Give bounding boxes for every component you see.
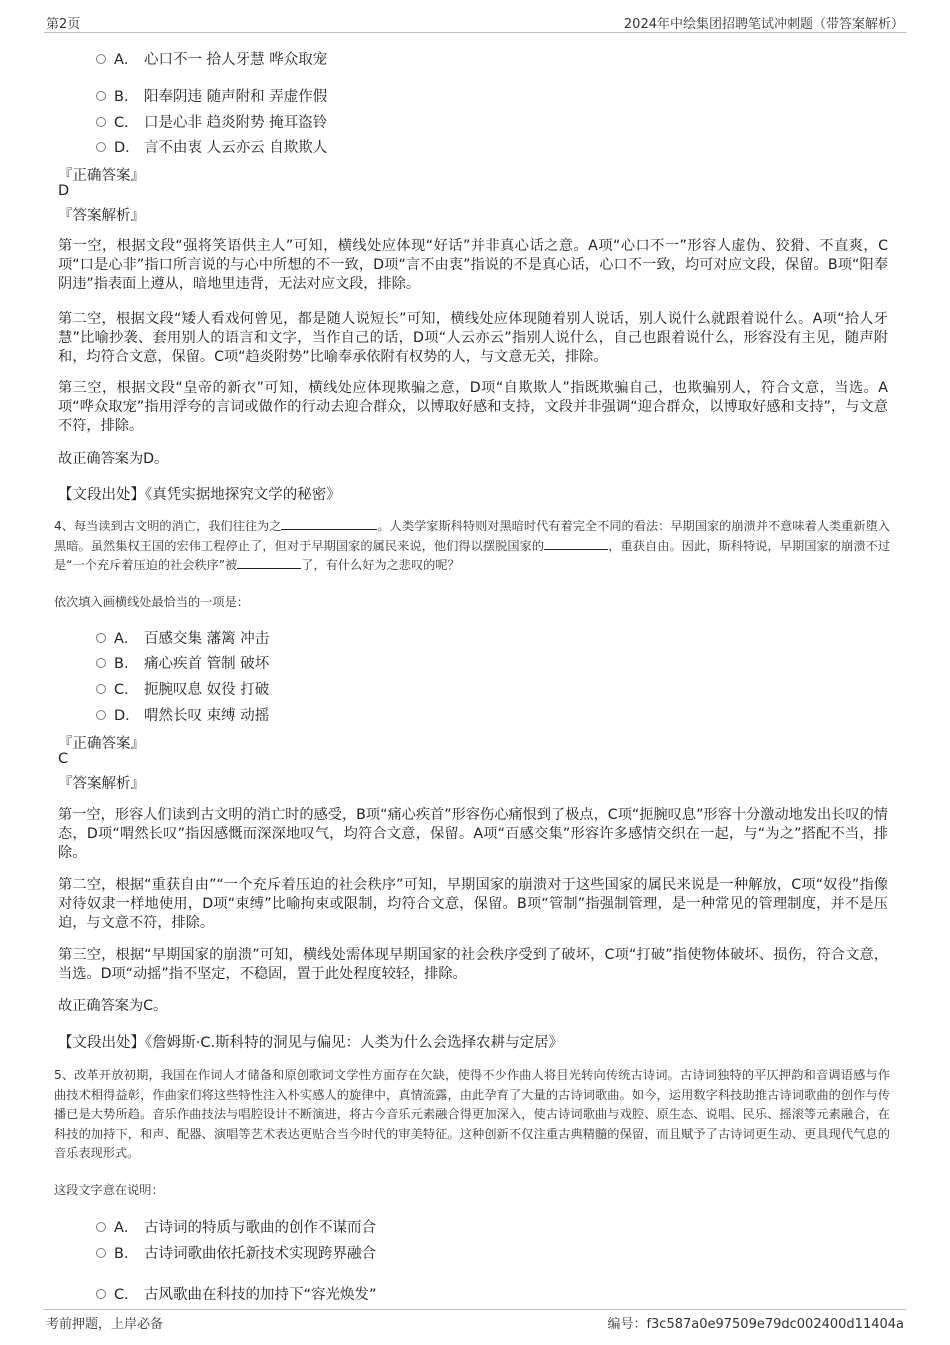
blank-line (544, 537, 608, 550)
analysis-paragraph: 第三空，根据“早期国家的崩溃”可知，横线处需体现早期国家的社会秩序受到了破坏，C项“打破”指使物体破坏、损伤，符合文意，当选。D项“动摇”指不坚定，不稳固，置于此处程度较轻，排除。 (58, 947, 888, 982)
page-number: 第2页 (46, 17, 81, 32)
radio-icon[interactable] (96, 1248, 106, 1258)
document-code: 编号：f3c587a0e97509e79dc002400d11404a (607, 1317, 904, 1332)
question-prompt: 依次填入画横线处最恰当的一项是： (54, 595, 249, 609)
source-title: 《詹姆斯·C.斯科特的洞见与偏见：人类为什么会选择农耕与定居》 (145, 1035, 564, 1051)
source-title: 《真凭实据地探究文学的秘密》 (145, 487, 341, 503)
blank-line (237, 556, 301, 569)
question-stem: 5、改革开放初期，我国在作词人才储备和原创歌词文学性方面存在欠缺，使得不少作曲人将目光转向传统古诗词。古诗词独特的平仄押韵和音调语感与作曲技术相得益彰，作曲家们将这些特性注入朴实感人的旋律中，真情流露，由此孕育了大量的古诗词歌曲。如今，运用数字科技助推古诗词歌曲的创作与传播已是大势所趋。音乐作曲技法与唱腔设计不断演进，将古今音乐元素融合得更加深入，使古诗词歌曲与戏腔、原生态、说唱、民乐、摇滚等元素融合，在科技的加持下，和声、配器、演唱等艺术表达更贴合当今时代的审美特征。这种创新不仅注重古典精髓的保留，而且赋予了古诗词更生动、更具现代气息的音乐表现形式。 (54, 1068, 890, 1160)
document-title: 2024年中绘集团招聘笔试冲刺题（带答案解析） (623, 17, 904, 32)
q4-option-d[interactable]: D． 喟然长叹 束缚 动摇 (96, 704, 269, 724)
analysis-conclusion: 故正确答案为D。 (58, 451, 169, 467)
q5-option-c[interactable]: C． 古风歌曲在科技的加持下“容光焕发” (96, 1283, 377, 1303)
radio-icon[interactable] (96, 1222, 106, 1232)
source-label: 【文段出处】 (58, 487, 145, 503)
q4-option-c[interactable]: C． 扼腕叹息 奴役 打破 (96, 678, 269, 698)
q4-option-b[interactable]: B． 痛心疾首 管制 破坏 (96, 652, 269, 672)
radio-icon[interactable] (96, 117, 106, 127)
analysis-label: 『答案解析』 (58, 776, 145, 792)
footer-divider (44, 1309, 906, 1310)
q3-option-c[interactable]: C． 口是心非 趋炎附势 掩耳盗铃 (96, 111, 327, 131)
q3-option-a[interactable]: A． 心口不一 拾人牙慧 哗众取宠 (96, 48, 327, 68)
question-prompt: 这段文字意在说明： (54, 1183, 164, 1197)
analysis-paragraph: 第二空，根据文段“矮人看戏何曾见，都是随人说短长”可知，横线处应体现随着别人说话，别人说什么就跟着说什么。A项“拾人牙慧”比喻抄袭、套用别人的语言和文字，当作自己的话，D项“人云亦云”指别人说什么，自己也跟着说什么，形容没有主见，随声附和，均符合文意，保留。C项“趋炎附势”比喻奉承依附有权势的人，与文意无关，排除。 (58, 311, 888, 365)
q5-option-b[interactable]: B． 古诗词歌曲依托新技术实现跨界融合 (96, 1242, 376, 1262)
q5-option-a[interactable]: A． 古诗词的特质与歌曲的创作不谋而合 (96, 1216, 376, 1236)
radio-icon[interactable] (96, 710, 106, 720)
radio-icon[interactable] (96, 633, 106, 643)
q4-option-a[interactable]: A． 百感交集 藩篱 冲击 (96, 627, 269, 647)
answer-label: 『正确答案』 (58, 736, 145, 752)
radio-icon[interactable] (96, 54, 106, 64)
source-line (58, 483, 341, 504)
analysis-paragraph: 第二空，根据“重获自由”“一个充斥着压迫的社会秩序”可知，早期国家的崩溃对于这些国家的属民来说是一种解放，C项“奴役”指像对待奴隶一样地使用，D项“束缚”比喻拘束或限制，均符合文意，保留。B项“管制”指强制管理，是一种常见的管理制度，并不是压迫，与文意不符，排除。 (58, 877, 888, 931)
source-line (58, 1031, 563, 1052)
radio-icon[interactable] (96, 1289, 106, 1299)
analysis-label: 『答案解析』 (58, 208, 145, 224)
radio-icon[interactable] (96, 91, 106, 101)
answer-value: C (58, 751, 69, 767)
q3-option-d[interactable]: D． 言不由衷 人云亦云 自欺欺人 (96, 136, 327, 156)
answer-label: 『正确答案』 (58, 168, 145, 184)
source-label: 【文段出处】 (58, 1035, 145, 1051)
answer-value: D (58, 183, 70, 199)
analysis-paragraph: 第三空，根据文段“皇帝的新衣”可知，横线处应体现欺骗之意，D项“自欺欺人”指既欺骗自己，也欺骗别人，符合文意，当选。A项“哗众取宠”指用浮夸的言词或做作的行动去迎合群众，以博取好感和支持，文段并非强调“迎合群众，以博取好感和支持”，与文意不符，排除。 (58, 380, 888, 434)
analysis-paragraph: 第一空，形容人们读到古文明的消亡时的感受，B项“痛心疾首”形容伤心痛恨到了极点，C项“扼腕叹息”形容十分激动地发出长叹的情态，D项“喟然长叹”指因感慨而深深地叹气，均符合文意，保留。A项“百感交集”形容许多感情交织在一起，与“为之”搭配不当，排除。 (58, 807, 888, 861)
radio-icon[interactable] (96, 658, 106, 668)
radio-icon[interactable] (96, 684, 106, 694)
blank-line (281, 517, 377, 530)
radio-icon[interactable] (96, 142, 106, 152)
q3-option-b[interactable]: B． 阳奉阴违 随声附和 弄虚作假 (96, 85, 327, 105)
analysis-paragraph: 第一空，根据文段“强将笑语供主人”可知，横线处应体现“好话”并非真心话之意。A项“心口不一”形容人虚伪、狡猾、不直爽，C项“口是心非”指口所言说的与心中所想的不一致，D项“言不由衷”指说的不是真心话，心口不一致，均可对应文段，保留。B项“阳奉阴违”指表面上遵从，暗地里违背，无法对应文段，排除。 (58, 238, 888, 292)
footer-slogan: 考前押题，上岸必备 (46, 1317, 164, 1332)
header-divider (44, 32, 906, 33)
question-stem: 4、每当读到古文明的消亡，我们往往为之 。人类学家斯科特则对黑暗时代有着完全不同的看法：早期国家的崩溃并不意味着人类重新堕入黑暗。虽然集权王国的宏伟工程停止了，但对于早期国家的属民来说，他们得以摆脱国家的 ，重获自由。因此，斯科特说，早期国家的崩溃不过是“一个充斥着压迫的社会秩序”被 了，有什么好为之悲叹的呢？ (54, 519, 891, 572)
analysis-conclusion: 故正确答案为C。 (58, 998, 168, 1014)
